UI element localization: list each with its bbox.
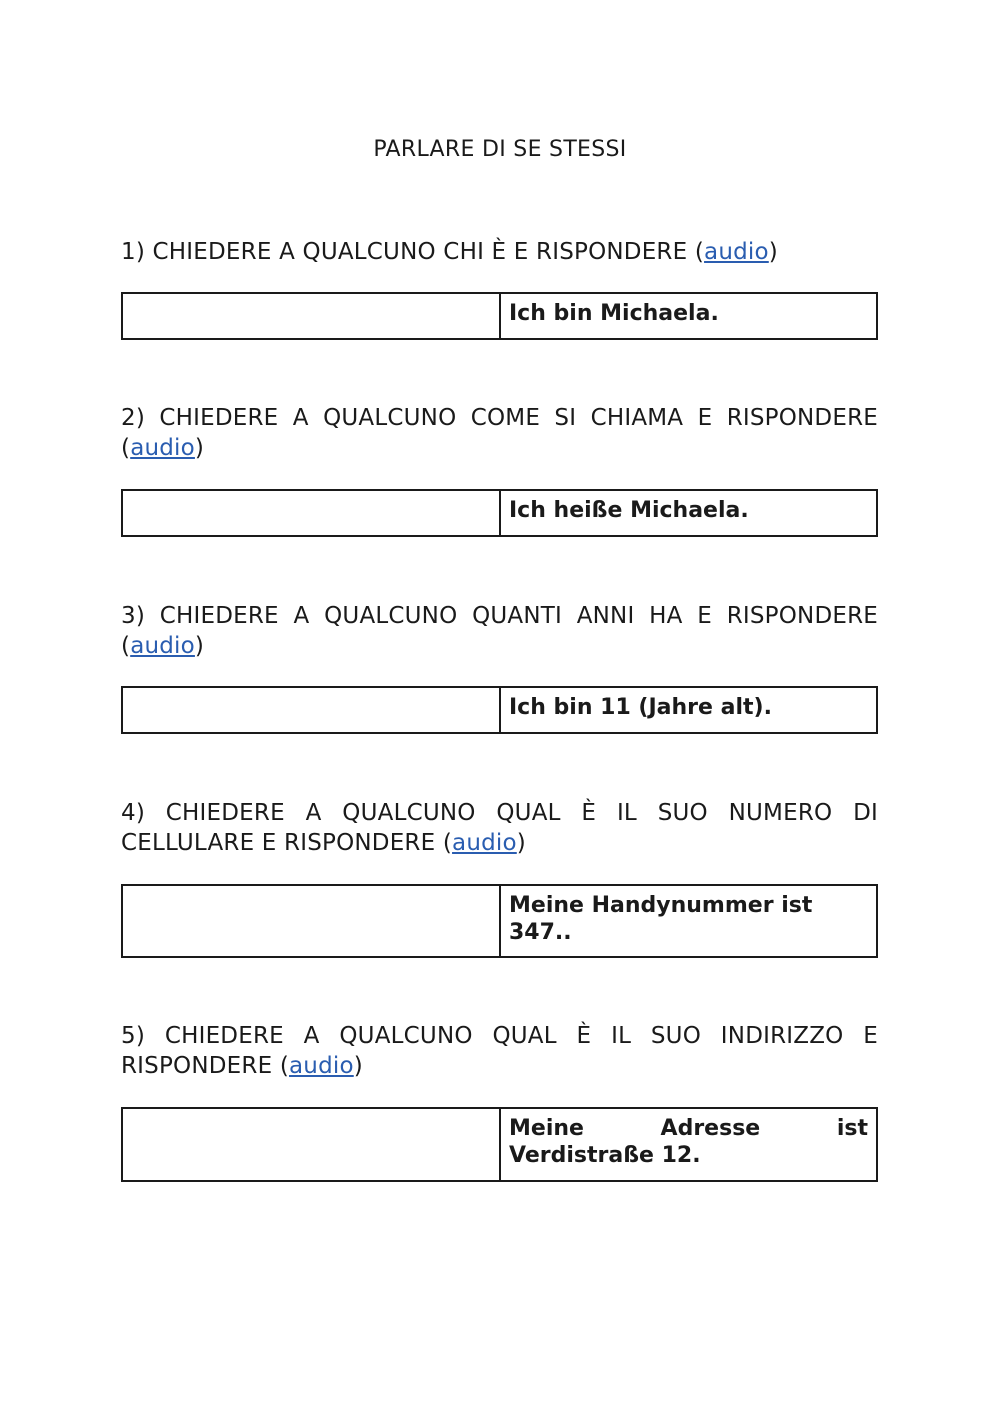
question-2: 2) CHIEDERE A QUALCUNO COME SI CHIAMA E RISPONDERE (audio) <box>121 405 878 461</box>
answer-cell: Ich bin Michaela. <box>500 293 877 339</box>
question-3: 3) CHIEDERE A QUALCUNO QUANTI ANNI HA E RISPONDERE (audio) <box>121 603 879 659</box>
audio-link[interactable]: audio <box>289 1053 354 1079</box>
answer-table-2 <box>121 489 878 537</box>
answer-table-4 <box>121 884 878 958</box>
page-title: PARLARE DI SE STESSI <box>373 137 627 162</box>
audio-link[interactable]: audio <box>704 239 769 265</box>
section-5 <box>121 1021 879 1168</box>
question-text: CHIEDERE A QUALCUNO CHI È E RISPONDERE <box>152 239 688 265</box>
audio-link[interactable]: audio <box>130 633 195 659</box>
audio-link[interactable]: audio <box>130 435 195 461</box>
question-number: 4) <box>121 800 146 826</box>
question-number: 5) <box>121 1023 146 1049</box>
answer-blank-cell[interactable] <box>122 885 500 957</box>
section-2 <box>121 403 878 523</box>
answer-table-5 <box>121 1107 878 1182</box>
question-text: CHIEDERE A QUALCUNO QUANTI ANNI HA E RISPONDERE <box>159 603 879 629</box>
answer-blank-cell[interactable] <box>122 293 500 339</box>
section-3 <box>121 601 879 720</box>
answer-blank-cell[interactable] <box>122 490 500 536</box>
answer-cell: Ich bin 11 (Jahre alt). <box>500 687 877 733</box>
section-4 <box>121 798 878 945</box>
question-number: 2) <box>121 405 146 431</box>
question-1: 1) CHIEDERE A QUALCUNO CHI È E RISPONDERE (audio) <box>121 239 778 265</box>
answer-blank-cell[interactable] <box>122 687 500 733</box>
answer-table-1 <box>121 292 878 340</box>
question-text: CHIEDERE A QUALCUNO QUAL È IL SUO NUMERO DI CELLULARE E RISPONDERE <box>121 800 878 856</box>
answer-cell: Meine Handynummer ist 347.. <box>500 885 877 957</box>
answer-cell: Meine Adresse ist Verdistraße 12. <box>500 1108 877 1181</box>
question-4: 4) CHIEDERE A QUALCUNO QUAL È IL SUO NUMERO DI CELLULARE E RISPONDERE (audio) <box>121 800 878 856</box>
answer-table-3 <box>121 686 878 734</box>
question-5: 5) CHIEDERE A QUALCUNO QUAL È IL SUO INDIRIZZO E RISPONDERE (audio) <box>121 1023 879 1079</box>
question-text: CHIEDERE A QUALCUNO COME SI CHIAMA E RISPONDERE <box>159 405 878 431</box>
section-1 <box>121 237 878 326</box>
question-number: 3) <box>121 603 146 629</box>
audio-link[interactable]: audio <box>452 830 517 856</box>
answer-blank-cell[interactable] <box>122 1108 500 1181</box>
question-number: 1) <box>121 239 146 265</box>
question-text: CHIEDERE A QUALCUNO QUAL È IL SUO INDIRIZZO E RISPONDERE <box>121 1023 879 1079</box>
answer-cell: Ich heiße Michaela. <box>500 490 877 536</box>
